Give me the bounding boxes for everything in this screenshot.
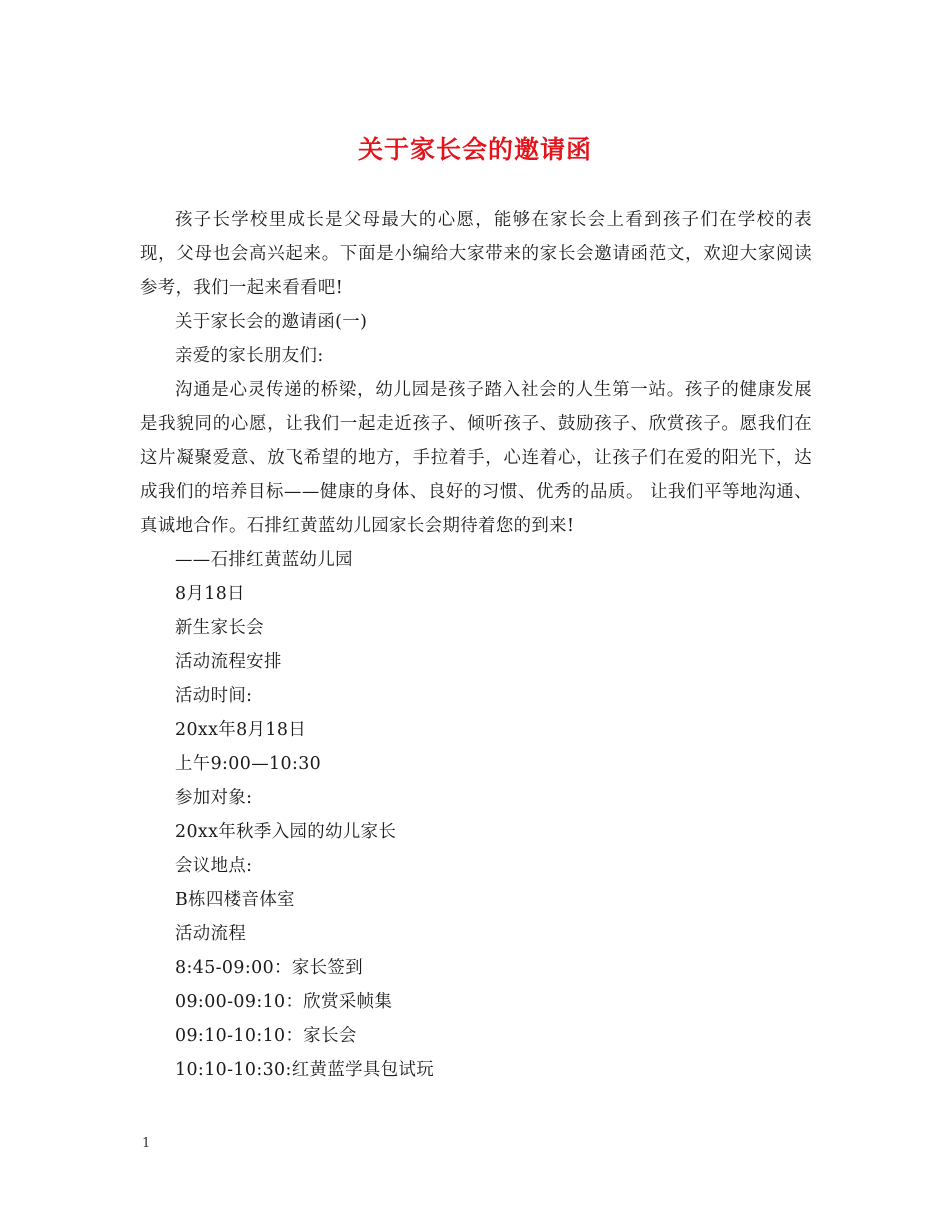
document-title: 关于家长会的邀请函	[357, 135, 592, 164]
location-line: B栋四楼音体室	[175, 890, 295, 910]
agenda-item-line: 8:45-09:00：家长签到	[175, 958, 363, 978]
time-label-line: 活动时间:	[175, 686, 253, 706]
salutation: 亲爱的家长朋友们:	[175, 346, 324, 366]
signature-line: ——石排红黄蓝幼儿园	[175, 550, 353, 570]
date-line: 8月18日	[175, 584, 245, 604]
audience-label-line: 参加对象:	[175, 788, 253, 808]
agenda-item-line: 09:00-09:10：欣赏采帧集	[175, 992, 393, 1012]
page-number: 1	[142, 1136, 151, 1151]
schedule-heading-line: 活动流程安排	[175, 652, 282, 672]
event-name-line: 新生家长会	[175, 618, 264, 638]
document-body	[140, 203, 812, 1087]
event-date-line: 20xx年8月18日	[175, 720, 307, 740]
agenda-heading-line: 活动流程	[175, 924, 247, 944]
intro-paragraph: 孩子长学校里成长是父母最大的心愿，能够在家长会上看到孩子们在学校的表现，父母也会高兴起来。下面是小编给大家带来的家长会邀请函范文，欢迎大家阅读参考，我们一起来看看吧!	[140, 210, 812, 298]
audience-line: 20xx年秋季入园的幼儿家长	[175, 822, 397, 842]
section-heading: 关于家长会的邀请函(一)	[175, 312, 368, 332]
event-time-line: 上午9:00—10:30	[175, 754, 322, 774]
agenda-item-line: 09:10-10:10：家长会	[175, 1026, 357, 1046]
location-label-line: 会议地点:	[175, 856, 253, 876]
body-paragraph: 沟通是心灵传递的桥梁，幼儿园是孩子踏入社会的人生第一站。孩子的健康发展是我貌同的心愿，让我们一起走近孩子、倾听孩子、鼓励孩子、欣赏孩子。愿我们在这片凝聚爱意、放飞希望的地方，手拉着手，心连着心，让孩子们在爱的阳光下，达成我们的培养目标——健康的身体、良好的习惯、优秀的品质。 让我们平等地沟通、真诚地合作。石排红黄蓝幼儿园家长会期待着您的到来!	[140, 380, 812, 536]
agenda-item-line: 10:10-10:30:红黄蓝学具包试玩	[175, 1060, 435, 1080]
